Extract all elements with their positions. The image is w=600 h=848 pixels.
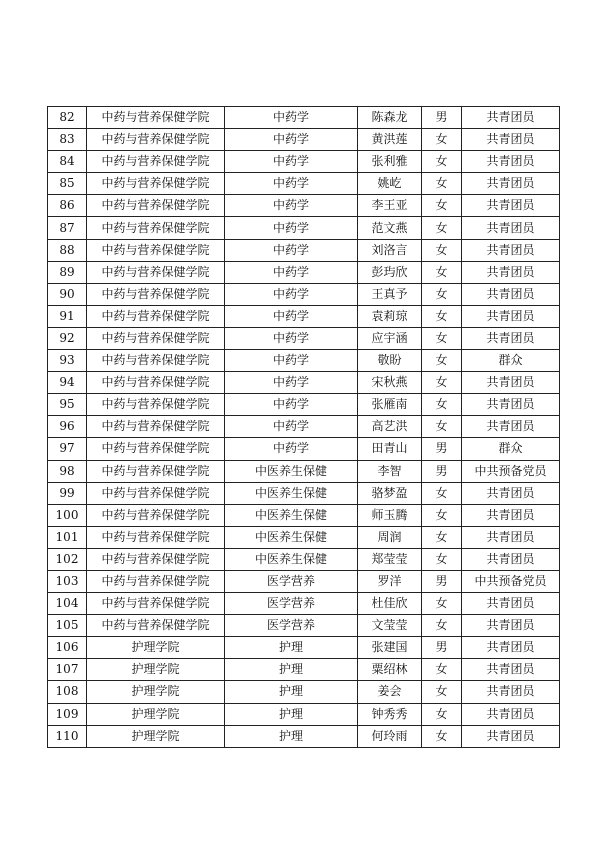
student-name-cell: 钟秀秀 [358,703,422,725]
table-row [48,327,560,349]
table-row [48,593,560,615]
row-number-cell: 101 [48,526,87,548]
political-status-cell: 共青团员 [462,283,560,305]
major-cell: 中医养生保健 [225,548,358,570]
student-name-cell: 师玉腾 [358,504,422,526]
table-row [48,548,560,570]
row-number-cell: 105 [48,615,87,637]
student-name-cell: 粟绍林 [358,659,422,681]
table-row [48,195,560,217]
row-number-cell: 96 [48,416,87,438]
row-number-cell: 83 [48,129,87,151]
row-number-cell: 84 [48,151,87,173]
major-cell: 中药学 [225,107,358,129]
college-cell: 中药与营养保健学院 [87,151,225,173]
college-cell: 中药与营养保健学院 [87,283,225,305]
gender-cell: 女 [422,416,462,438]
row-number-cell: 110 [48,725,87,747]
gender-cell: 男 [422,107,462,129]
table-row [48,681,560,703]
student-name-cell: 何玲雨 [358,725,422,747]
student-name-cell: 姚屹 [358,173,422,195]
political-status-cell: 共青团员 [462,482,560,504]
major-cell: 中药学 [225,372,358,394]
gender-cell: 男 [422,438,462,460]
gender-cell: 女 [422,350,462,372]
political-status-cell: 共青团员 [462,217,560,239]
political-status-cell: 共青团员 [462,195,560,217]
gender-cell: 女 [422,615,462,637]
row-number-cell: 82 [48,107,87,129]
table-row [48,725,560,747]
political-status-cell: 共青团员 [462,173,560,195]
gender-cell: 女 [422,239,462,261]
row-number-cell: 97 [48,438,87,460]
row-number-cell: 108 [48,681,87,703]
student-name-cell: 李王亚 [358,195,422,217]
major-cell: 医学营养 [225,570,358,592]
college-cell: 中药与营养保健学院 [87,482,225,504]
student-name-cell: 范文燕 [358,217,422,239]
college-cell: 中药与营养保健学院 [87,416,225,438]
table-row [48,350,560,372]
major-cell: 中药学 [225,305,358,327]
table-row [48,637,560,659]
student-name-cell: 罗洋 [358,570,422,592]
college-cell: 护理学院 [87,681,225,703]
student-name-cell: 文莹莹 [358,615,422,637]
major-cell: 中药学 [225,327,358,349]
major-cell: 中药学 [225,438,358,460]
table-row [48,305,560,327]
student-name-cell: 应宇涵 [358,327,422,349]
student-name-cell: 刘洛言 [358,239,422,261]
row-number-cell: 88 [48,239,87,261]
political-status-cell: 共青团员 [462,394,560,416]
gender-cell: 男 [422,570,462,592]
college-cell: 中药与营养保健学院 [87,593,225,615]
political-status-cell: 共青团员 [462,681,560,703]
gender-cell: 女 [422,482,462,504]
major-cell: 中药学 [225,239,358,261]
row-number-cell: 103 [48,570,87,592]
table-row [48,173,560,195]
row-number-cell: 85 [48,173,87,195]
college-cell: 护理学院 [87,703,225,725]
college-cell: 中药与营养保健学院 [87,570,225,592]
political-status-cell: 共青团员 [462,151,560,173]
table-row [48,107,560,129]
college-cell: 护理学院 [87,637,225,659]
college-cell: 中药与营养保健学院 [87,394,225,416]
gender-cell: 女 [422,725,462,747]
political-status-cell: 共青团员 [462,239,560,261]
gender-cell: 女 [422,593,462,615]
row-number-cell: 106 [48,637,87,659]
college-cell: 中药与营养保健学院 [87,173,225,195]
table-row [48,394,560,416]
political-status-cell: 共青团员 [462,703,560,725]
political-status-cell: 共青团员 [462,416,560,438]
student-name-cell: 袁莉琼 [358,305,422,327]
row-number-cell: 94 [48,372,87,394]
row-number-cell: 98 [48,460,87,482]
major-cell: 护理 [225,659,358,681]
college-cell: 中药与营养保健学院 [87,129,225,151]
table-row [48,239,560,261]
table-row [48,615,560,637]
political-status-cell: 共青团员 [462,615,560,637]
row-number-cell: 92 [48,327,87,349]
political-status-cell: 共青团员 [462,637,560,659]
gender-cell: 女 [422,305,462,327]
student-name-cell: 姜会 [358,681,422,703]
major-cell: 护理 [225,681,358,703]
college-cell: 中药与营养保健学院 [87,107,225,129]
college-cell: 中药与营养保健学院 [87,372,225,394]
political-status-cell: 群众 [462,350,560,372]
political-status-cell: 共青团员 [462,261,560,283]
gender-cell: 女 [422,129,462,151]
student-name-cell: 黄洪莲 [358,129,422,151]
row-number-cell: 95 [48,394,87,416]
gender-cell: 男 [422,637,462,659]
major-cell: 中药学 [225,261,358,283]
political-status-cell: 共青团员 [462,659,560,681]
major-cell: 中医养生保健 [225,460,358,482]
college-cell: 中药与营养保健学院 [87,217,225,239]
table-row [48,129,560,151]
student-name-cell: 李智 [358,460,422,482]
major-cell: 护理 [225,725,358,747]
political-status-cell: 共青团员 [462,504,560,526]
political-status-cell: 共青团员 [462,305,560,327]
gender-cell: 女 [422,394,462,416]
gender-cell: 女 [422,372,462,394]
row-number-cell: 99 [48,482,87,504]
row-number-cell: 90 [48,283,87,305]
political-status-cell: 共青团员 [462,107,560,129]
gender-cell: 女 [422,703,462,725]
student-name-cell: 郑莹莹 [358,548,422,570]
major-cell: 中医养生保健 [225,482,358,504]
table-row [48,416,560,438]
student-name-cell: 张建国 [358,637,422,659]
student-name-cell: 高艺洪 [358,416,422,438]
gender-cell: 女 [422,681,462,703]
gender-cell: 女 [422,195,462,217]
gender-cell: 女 [422,151,462,173]
college-cell: 中药与营养保健学院 [87,261,225,283]
college-cell: 中药与营养保健学院 [87,504,225,526]
major-cell: 中医养生保健 [225,504,358,526]
college-cell: 护理学院 [87,659,225,681]
gender-cell: 女 [422,548,462,570]
gender-cell: 女 [422,327,462,349]
table-row [48,659,560,681]
table-row [48,438,560,460]
college-cell: 中药与营养保健学院 [87,460,225,482]
major-cell: 中医养生保健 [225,526,358,548]
roster-table-body [48,107,560,748]
major-cell: 中药学 [225,416,358,438]
major-cell: 护理 [225,703,358,725]
row-number-cell: 100 [48,504,87,526]
table-row [48,570,560,592]
major-cell: 医学营养 [225,593,358,615]
political-status-cell: 中共预备党员 [462,460,560,482]
table-row [48,283,560,305]
student-name-cell: 敬盼 [358,350,422,372]
student-name-cell: 张利雅 [358,151,422,173]
student-name-cell: 彭玙欣 [358,261,422,283]
gender-cell: 女 [422,659,462,681]
gender-cell: 女 [422,217,462,239]
student-name-cell: 陈森龙 [358,107,422,129]
major-cell: 中药学 [225,173,358,195]
college-cell: 中药与营养保健学院 [87,438,225,460]
major-cell: 医学营养 [225,615,358,637]
row-number-cell: 89 [48,261,87,283]
row-number-cell: 104 [48,593,87,615]
table-row [48,217,560,239]
college-cell: 中药与营养保健学院 [87,239,225,261]
gender-cell: 女 [422,526,462,548]
gender-cell: 女 [422,173,462,195]
college-cell: 中药与营养保健学院 [87,615,225,637]
gender-cell: 女 [422,283,462,305]
row-number-cell: 86 [48,195,87,217]
political-status-cell: 中共预备党员 [462,570,560,592]
student-name-cell: 宋秋燕 [358,372,422,394]
major-cell: 护理 [225,637,358,659]
college-cell: 护理学院 [87,725,225,747]
major-cell: 中药学 [225,217,358,239]
row-number-cell: 107 [48,659,87,681]
row-number-cell: 87 [48,217,87,239]
row-number-cell: 93 [48,350,87,372]
political-status-cell: 共青团员 [462,548,560,570]
college-cell: 中药与营养保健学院 [87,195,225,217]
gender-cell: 女 [422,261,462,283]
table-row [48,703,560,725]
political-status-cell: 共青团员 [462,725,560,747]
college-cell: 中药与营养保健学院 [87,350,225,372]
major-cell: 中药学 [225,195,358,217]
roster-table [47,106,560,748]
table-row [48,151,560,173]
gender-cell: 女 [422,504,462,526]
student-name-cell: 周润 [358,526,422,548]
major-cell: 中药学 [225,394,358,416]
row-number-cell: 109 [48,703,87,725]
college-cell: 中药与营养保健学院 [87,526,225,548]
college-cell: 中药与营养保健学院 [87,327,225,349]
political-status-cell: 共青团员 [462,526,560,548]
table-row [48,460,560,482]
student-name-cell: 张雁南 [358,394,422,416]
student-name-cell: 田青山 [358,438,422,460]
college-cell: 中药与营养保健学院 [87,305,225,327]
major-cell: 中药学 [225,151,358,173]
table-row [48,372,560,394]
table-row [48,261,560,283]
table-row [48,526,560,548]
political-status-cell: 共青团员 [462,372,560,394]
student-name-cell: 骆梦盈 [358,482,422,504]
political-status-cell: 共青团员 [462,327,560,349]
row-number-cell: 91 [48,305,87,327]
political-status-cell: 共青团员 [462,593,560,615]
major-cell: 中药学 [225,350,358,372]
political-status-cell: 群众 [462,438,560,460]
gender-cell: 男 [422,460,462,482]
student-name-cell: 王真予 [358,283,422,305]
major-cell: 中药学 [225,283,358,305]
political-status-cell: 共青团员 [462,129,560,151]
college-cell: 中药与营养保健学院 [87,548,225,570]
row-number-cell: 102 [48,548,87,570]
major-cell: 中药学 [225,129,358,151]
table-row [48,482,560,504]
table-row [48,504,560,526]
student-name-cell: 杜佳欣 [358,593,422,615]
